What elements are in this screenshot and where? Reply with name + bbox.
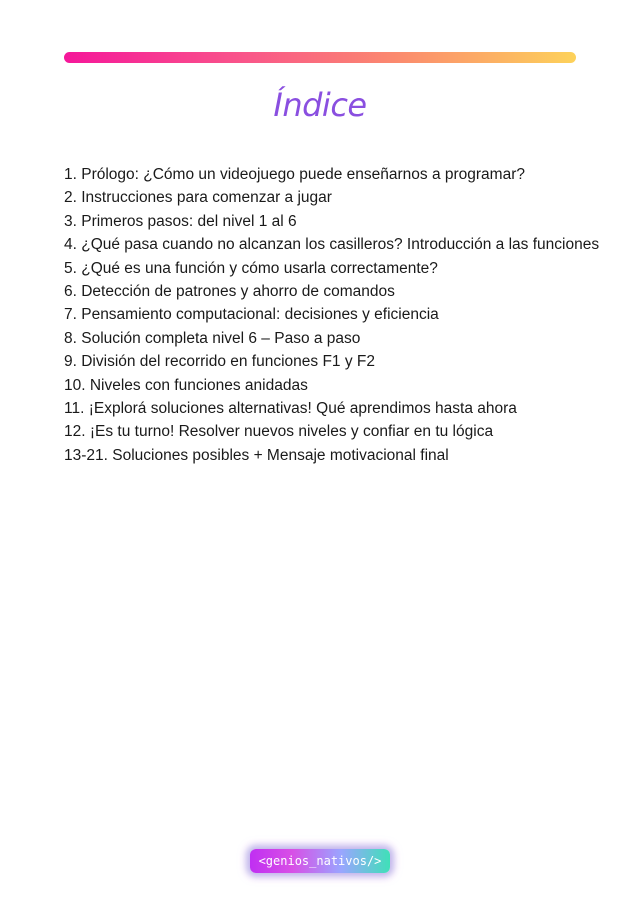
toc-item: 4. ¿Qué pasa cuando no alcanzan los casilleros? Introducción a las funciones [64, 236, 600, 254]
toc-item: 5. ¿Qué es una función y cómo usarla correctamente? [64, 259, 438, 277]
toc-item: 6. Detección de patrones y ahorro de comandos [64, 282, 395, 300]
toc-item: 13-21. Soluciones posibles + Mensaje motivacional final [64, 446, 449, 464]
toc-item: 9. División del recorrido en funciones F1 y F2 [64, 353, 376, 371]
toc-item: 2. Instrucciones para comenzar a jugar [64, 189, 332, 207]
page-title: Índice [273, 86, 367, 124]
toc-item: 12. ¡Es tu turno! Resolver nuevos niveles y confiar en tu lógica [64, 423, 494, 441]
toc-item: 3. Primeros pasos: del nivel 1 al 6 [64, 212, 297, 230]
decorative-gradient-bar [64, 52, 576, 63]
toc-item: 11. ¡Explorá soluciones alternativas! Qué aprendimos hasta ahora [64, 399, 517, 417]
brand-logo: <genios_nativos/> [250, 849, 390, 873]
table-of-contents [64, 163, 624, 467]
toc-item: 7. Pensamiento computacional: decisiones y eficiencia [64, 306, 439, 324]
toc-item: 1. Prólogo: ¿Cómo un videojuego puede enseñarnos a programar? [64, 166, 525, 183]
toc-item: 8. Solución completa nivel 6 – Paso a paso [64, 329, 361, 347]
toc-item: 10. Niveles con funciones anidadas [64, 376, 308, 394]
